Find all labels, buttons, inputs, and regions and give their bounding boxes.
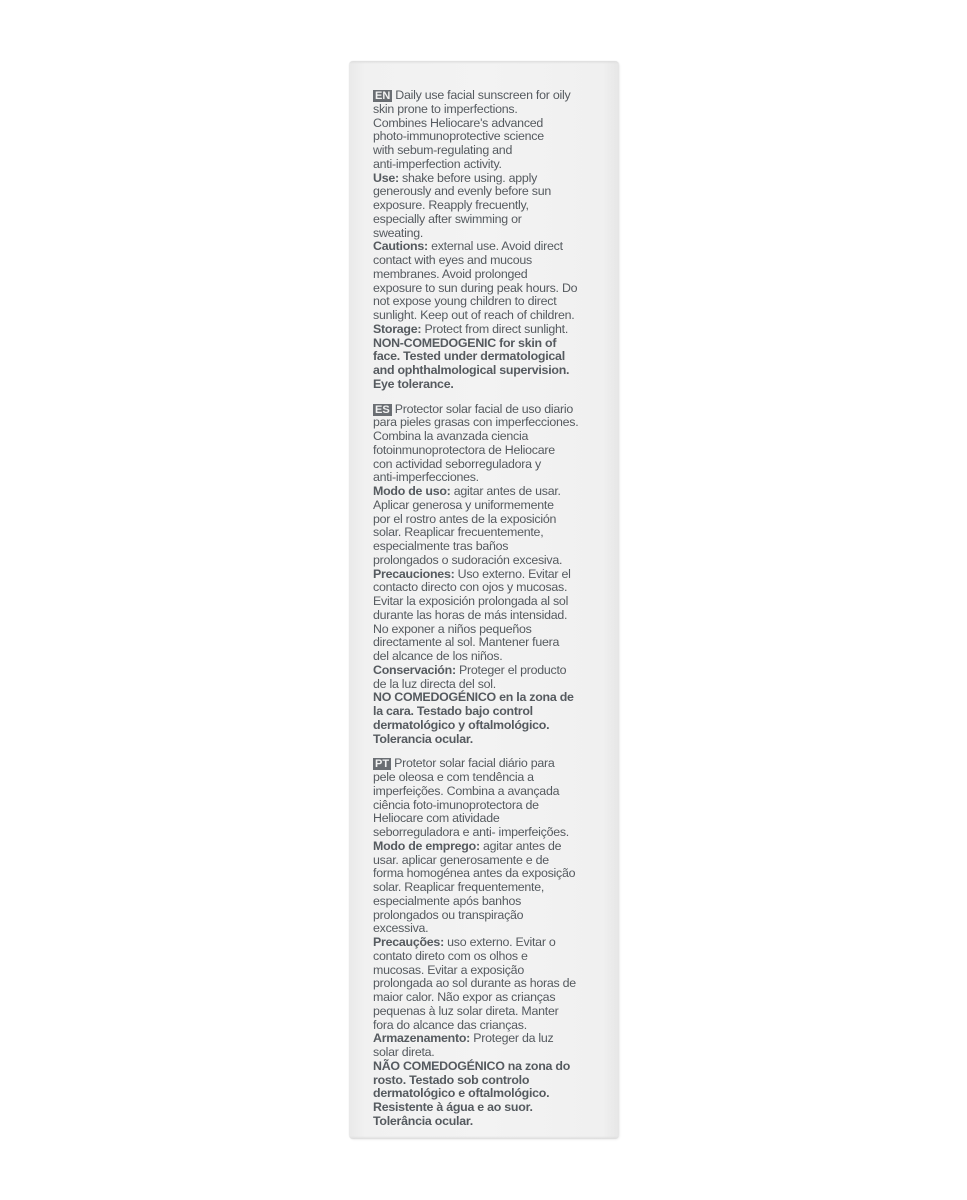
text-line (373, 936, 598, 950)
text-line (373, 568, 598, 582)
body-text: generously and evenly before sun (373, 184, 551, 199)
body-text: seborreguladora e anti- imperfeições. (373, 825, 569, 839)
body-text: de la luz directa del sol. (373, 676, 496, 691)
body-text: not expose young children to direct (373, 294, 557, 309)
text-line (373, 130, 598, 144)
body-text: anti-imperfection activity. (373, 156, 502, 171)
text-line (373, 854, 598, 868)
text-line (373, 719, 598, 733)
text-line (373, 144, 598, 158)
body-text: fotoinmunoprotectora de Heliocare (373, 442, 555, 457)
text-line (373, 1005, 598, 1019)
text-line (373, 705, 598, 719)
body-text: solar. Reaplicar frecuentemente, (373, 525, 544, 540)
body-text: shake before using. apply (398, 170, 538, 185)
text-line (373, 664, 598, 678)
text-line (373, 1060, 598, 1074)
text-line (373, 609, 598, 623)
text-line (373, 757, 598, 771)
body-text: exposure to sun during peak hours. Do (373, 280, 578, 295)
text-line (373, 581, 598, 595)
text-line (373, 977, 598, 991)
body-text: con actividad seborreguladora y (373, 456, 541, 471)
section-en (373, 89, 598, 392)
text-line (373, 623, 598, 637)
text-line (373, 964, 598, 978)
body-text: solar. Reaplicar frequentemente, (373, 880, 545, 894)
body-text: pele oleosa e com tendência a (373, 770, 534, 784)
text-line (373, 909, 598, 923)
product-box-side-panel (349, 61, 619, 1139)
body-text: Proteger da luz (470, 1031, 554, 1046)
section-es (373, 403, 598, 747)
body-text: del alcance de los niños. (373, 649, 503, 663)
body-text: Combina la avanzada ciencia (373, 429, 529, 443)
text-line (373, 282, 598, 296)
body-text: Protect from direct sunlight. (421, 321, 569, 336)
body-text: Uso externo. Evitar el (454, 566, 571, 581)
body-text: Combines Heliocare's advanced (373, 115, 544, 130)
bold-text: Conservación: (373, 662, 456, 677)
body-text: pequenas à luz solar direta. Manter (373, 1003, 559, 1018)
bold-text: Resistente à água e ao suor. (373, 1100, 533, 1114)
text-line (373, 240, 598, 254)
text-line (373, 1074, 598, 1088)
text-line (373, 691, 598, 705)
text-line (373, 1032, 598, 1046)
text-line (373, 812, 598, 826)
body-text: fora do alcance das crianças. (373, 1017, 527, 1032)
bold-text: dermatológico y oftalmológico. (373, 717, 550, 732)
text-line (373, 991, 598, 1005)
body-text: sweating. (373, 225, 424, 240)
text-line (373, 922, 598, 936)
bold-text: Precauções: (373, 935, 444, 949)
text-line (373, 513, 598, 527)
text-line (373, 895, 598, 909)
body-text: Daily use facial sunscreen for oily (395, 88, 571, 102)
body-text: agitar antes de usar. (450, 484, 561, 498)
body-text: contato direto com os olhos e (373, 948, 528, 963)
text-line (373, 158, 598, 172)
language-badge: ES (375, 403, 390, 416)
label-text-block (373, 89, 598, 1139)
bold-text: Use: (373, 170, 399, 185)
text-line (373, 89, 598, 103)
text-line (373, 840, 598, 854)
text-line (373, 1087, 598, 1101)
bold-text: NÃO COMEDOGÉNICO na zona do (373, 1058, 571, 1073)
body-text: contact with eyes and mucous (373, 253, 532, 267)
text-line (373, 771, 598, 785)
text-line (373, 323, 598, 337)
text-line (373, 554, 598, 568)
body-text: solar direta. (373, 1045, 435, 1059)
body-text: agitar antes de (479, 838, 562, 853)
bold-text: Tolerancia ocular. (373, 731, 473, 746)
text-line (373, 403, 598, 417)
body-text: forma homogénea antes da exposição (373, 866, 576, 881)
body-text: ciência foto-imunoprotectora de (373, 797, 539, 812)
text-line (373, 733, 598, 747)
bold-text: Cautions: (373, 239, 428, 254)
text-line (373, 117, 598, 131)
text-line (373, 430, 598, 444)
body-text: mucosas. Evitar a exposição (373, 962, 524, 977)
text-line (373, 227, 598, 241)
text-line (373, 172, 598, 186)
text-line (373, 471, 598, 485)
text-line (373, 103, 598, 117)
body-text: por el rostro antes de la exposición (373, 511, 557, 526)
body-text: sunlight. Keep out of reach of children. (373, 308, 575, 322)
text-line (373, 199, 598, 213)
body-text: durante las horas de más intensidad. (373, 607, 568, 622)
body-text: excessiva. (373, 921, 429, 936)
body-text: imperfeições. Combina a avançada (373, 783, 560, 798)
bold-text: Tolerância ocular. (373, 1113, 473, 1128)
body-text: Protetor solar facial diário para (394, 756, 555, 771)
body-text: maior calor. Não expor as crianças (373, 990, 556, 1004)
text-line (373, 213, 598, 227)
body-text: exposure. Reapply frecuently, (373, 198, 529, 212)
text-line (373, 337, 598, 351)
text-line (373, 1019, 598, 1033)
text-line (373, 444, 598, 458)
body-text: directamente al sol. Mantener fuera (373, 635, 560, 650)
text-line (373, 867, 598, 881)
bold-text: and ophthalmological supervision. (373, 363, 570, 377)
text-line (373, 309, 598, 323)
bold-text: NO COMEDOGÉNICO en la zona de (373, 690, 574, 705)
language-badge: PT (375, 758, 390, 771)
text-line (373, 185, 598, 199)
body-text: skin prone to imperfections. (373, 101, 518, 116)
body-text: Heliocare com atividade (373, 811, 500, 826)
body-text: photo-immunoprotective science (373, 129, 544, 144)
text-line (373, 350, 598, 364)
bold-text: Precauciones: (373, 566, 455, 581)
body-text: external use. Avoid direct (427, 239, 563, 254)
text-line (373, 499, 598, 513)
bold-text: NON-COMEDOGENIC for skin of (373, 335, 557, 350)
bold-text: Modo de emprego: (373, 838, 480, 853)
body-text: with sebum-regulating and (373, 143, 513, 157)
body-text: anti-imperfecciones. (373, 470, 479, 485)
body-text: uso externo. Evitar o (443, 935, 556, 949)
text-line (373, 268, 598, 282)
body-text: prolongados o sudoración excesiva. (373, 552, 563, 567)
text-line (373, 485, 598, 499)
text-line (373, 595, 598, 609)
body-text: prolongados ou transpiração (373, 907, 524, 922)
body-text: especialmente após banhos (373, 893, 522, 908)
body-text: Evitar la exposición prolongada al sol (373, 594, 569, 608)
text-line (373, 540, 598, 554)
body-text: Aplicar generosa y uniformemente (373, 497, 554, 512)
text-line (373, 785, 598, 799)
text-line (373, 416, 598, 430)
text-line (373, 799, 598, 813)
bold-text: Modo de uso: (373, 484, 451, 498)
language-badge: EN (375, 90, 391, 102)
text-line (373, 636, 598, 650)
text-line (373, 826, 598, 840)
text-line (373, 1101, 598, 1115)
text-line (373, 364, 598, 378)
bold-text: Armazenamento: (373, 1031, 471, 1046)
bold-text: Storage: (373, 321, 422, 336)
text-line (373, 1046, 598, 1060)
body-text: Protector solar facial de uso diario (394, 401, 574, 416)
bold-text: Eye tolerance. (373, 376, 454, 391)
body-text: especially after swimming or (373, 211, 522, 226)
text-line (373, 950, 598, 964)
bold-text: la cara. Testado bajo control (373, 704, 533, 718)
text-line (373, 378, 598, 392)
body-text: membranes. Avoid prolonged (373, 266, 528, 281)
bold-text: face. Tested under dermatological (373, 349, 565, 364)
body-text: prolongada ao sol durante as horas de (373, 976, 576, 991)
body-text: Proteger el producto (455, 662, 567, 677)
body-text: No exponer a niños pequeños (373, 621, 532, 636)
text-line (373, 881, 598, 895)
text-line (373, 295, 598, 309)
body-text: especialmente tras baños (373, 539, 509, 553)
body-text: contacto directo con ojos y mucosas. (373, 580, 568, 595)
text-line (373, 526, 598, 540)
box-top-edge (349, 61, 619, 64)
bold-text: rosto. Testado sob controlo (373, 1072, 530, 1087)
text-line (373, 650, 598, 664)
bold-text: dermatológico e oftalmológico. (373, 1086, 550, 1101)
text-line (373, 1115, 598, 1129)
section-pt (373, 757, 598, 1128)
text-line (373, 458, 598, 472)
body-text: usar. aplicar generosamente e de (373, 852, 549, 867)
text-line (373, 254, 598, 268)
body-text: para pieles grasas con imperfecciones. (373, 415, 579, 430)
